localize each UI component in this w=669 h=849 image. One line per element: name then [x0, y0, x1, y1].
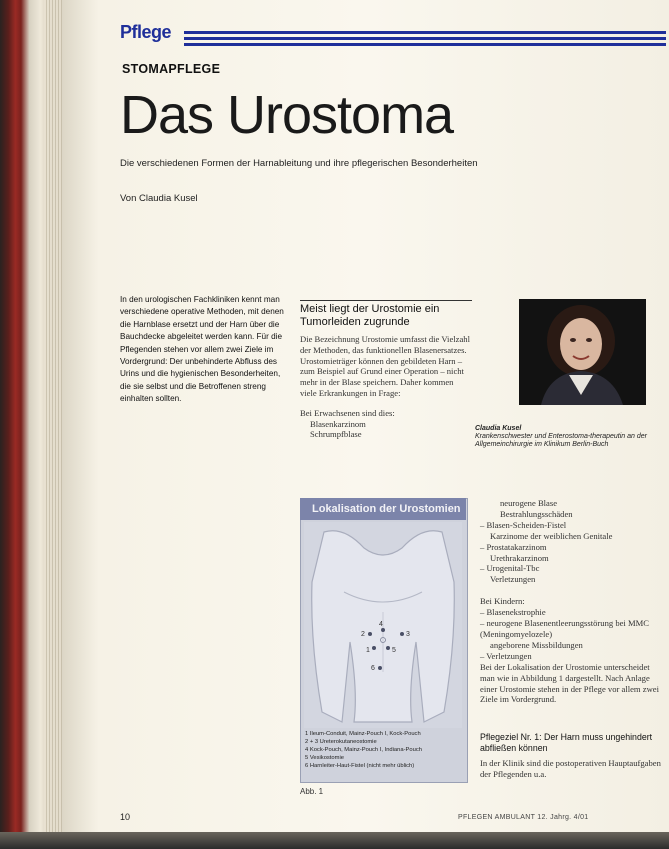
body-paragraph: Die Bezeichnung Urostomie umfasst die Vielzahl der Methoden, das funktionellen Blasenersatzes. Urostomieträger können den gebildeten Harn – zum Beispiel auf Grund einer Operation – nicht mehr in der Blase speichern. Daher kommen viele Erkrankungen in Frage:	[300, 334, 470, 398]
author-role: Krankenschwester und Enterostoma-therapeutin an der Allgemeinchirurgie im Klinikum Berlin-Buch	[475, 433, 647, 449]
list-item: Blasenkarzinom	[310, 418, 366, 429]
legend-item: 5 Vesikostomie	[305, 755, 344, 761]
list-item: – Blasen-Scheiden-Fistel	[480, 519, 567, 530]
article-title: Das Urostoma	[120, 85, 454, 145]
magazine-page	[62, 0, 669, 849]
figure-caption-label: Abb. 1	[300, 787, 324, 796]
list-item: – Blasenekstrophie	[480, 607, 546, 618]
list-item: – Verletzungen	[480, 650, 532, 661]
rubric-rule	[184, 37, 666, 40]
rubric-rule	[184, 43, 666, 46]
author-name: Claudia Kusel	[475, 425, 522, 432]
subheading-rule	[300, 300, 472, 301]
list-item: – Urogenital-Tbc	[480, 563, 540, 574]
lede-paragraph: In den urologischen Fachkliniken kennt man verschiedene operative Methoden, mit denen die Harnblase ersetzt und der Harn über die Bauchdecke abgeleitet werden kann. Für die Pflegenden stehen vor allem zwei Ziele im Vordergrund: Der unbehinderte Abfluss des Urins und die hygienischen Besonderheiten, die sie selbst und die Betroffenen streng einhalten sollten.	[120, 295, 284, 404]
legend-item: 1 Ileum-Conduit, Mainz-Pouch I, Kock-Pouch	[305, 731, 421, 737]
adults-label: Bei Erwachsenen sind dies:	[300, 407, 395, 418]
list-item: angeborene Missbildungen	[490, 639, 583, 650]
list-item: – neurogene Blasenentleerungsstörung bei MMC (Meningomyelozele)	[480, 618, 649, 639]
list-item: neurogene Blase	[500, 498, 558, 508]
goal-heading: Pflegeziel Nr. 1: Der Harn muss ungehindert abfließen können	[480, 732, 653, 753]
body-paragraph: Bei der Lokalisation der Urostomie unterscheidet man wie in Abbildung 1 dargestellt. Nach Anlage einer Urostomie stehen in der Pflege vor allem zwei Ziele im Vordergrund.	[480, 661, 659, 705]
torso-illustration	[304, 522, 462, 728]
figure-title: Lokalisation der Urostomien	[312, 503, 461, 515]
figure-legend	[305, 730, 465, 770]
rubric-rule	[184, 31, 666, 34]
children-label: Bei Kindern:	[480, 596, 525, 607]
legend-item: 4 Kock-Pouch, Mainz-Pouch I, Indiana-Pouch	[305, 747, 422, 753]
journal-footer: PFLEGEN AMBULANT 12. Jahrg. 4/01	[458, 814, 589, 821]
list-item: – Prostatakarzinom	[480, 541, 547, 552]
kicker: STOMAPFLEGE	[122, 62, 221, 76]
section-rubric: Pflege	[120, 22, 172, 42]
list-item: Karzinome der weiblichen Genitale	[490, 530, 613, 541]
section-heading: Meist liegt der Urostomie ein Tumorleiden zugrunde	[300, 303, 440, 328]
stoma-label-6: 6	[371, 665, 375, 672]
stoma-label-1: 1	[366, 647, 370, 654]
list-item: Schrumpfblase	[310, 429, 362, 440]
column-3	[480, 498, 665, 705]
list-item: Verletzungen	[490, 574, 536, 585]
legend-item: 6 Harnleiter-Haut-Fistel (nicht mehr üblich)	[305, 763, 415, 769]
stoma-label-3: 3	[406, 631, 410, 638]
goal-text: In der Klinik sind die postoperativen Hauptaufgaben der Pflegenden u.a.	[480, 758, 661, 779]
author-caption	[475, 425, 655, 450]
stoma-label-4: 4	[379, 621, 383, 628]
article-subtitle: Die verschiedenen Formen der Harnableitung und ihre pflegerischen Besonderheiten	[120, 158, 478, 169]
author-photo	[519, 299, 646, 405]
column-2	[300, 334, 472, 440]
stoma-label-2: 2	[361, 631, 365, 638]
scan-shadow	[0, 832, 669, 849]
list-item: Urethrakarzinom	[490, 552, 549, 563]
legend-item: 2 + 3 Ureterokutaneostomie	[305, 739, 377, 745]
page-number: 10	[120, 812, 131, 822]
byline: Von Claudia Kusel	[120, 193, 198, 204]
list-item: Bestrahlungsschäden	[500, 508, 573, 519]
stoma-label-5: 5	[392, 647, 396, 654]
